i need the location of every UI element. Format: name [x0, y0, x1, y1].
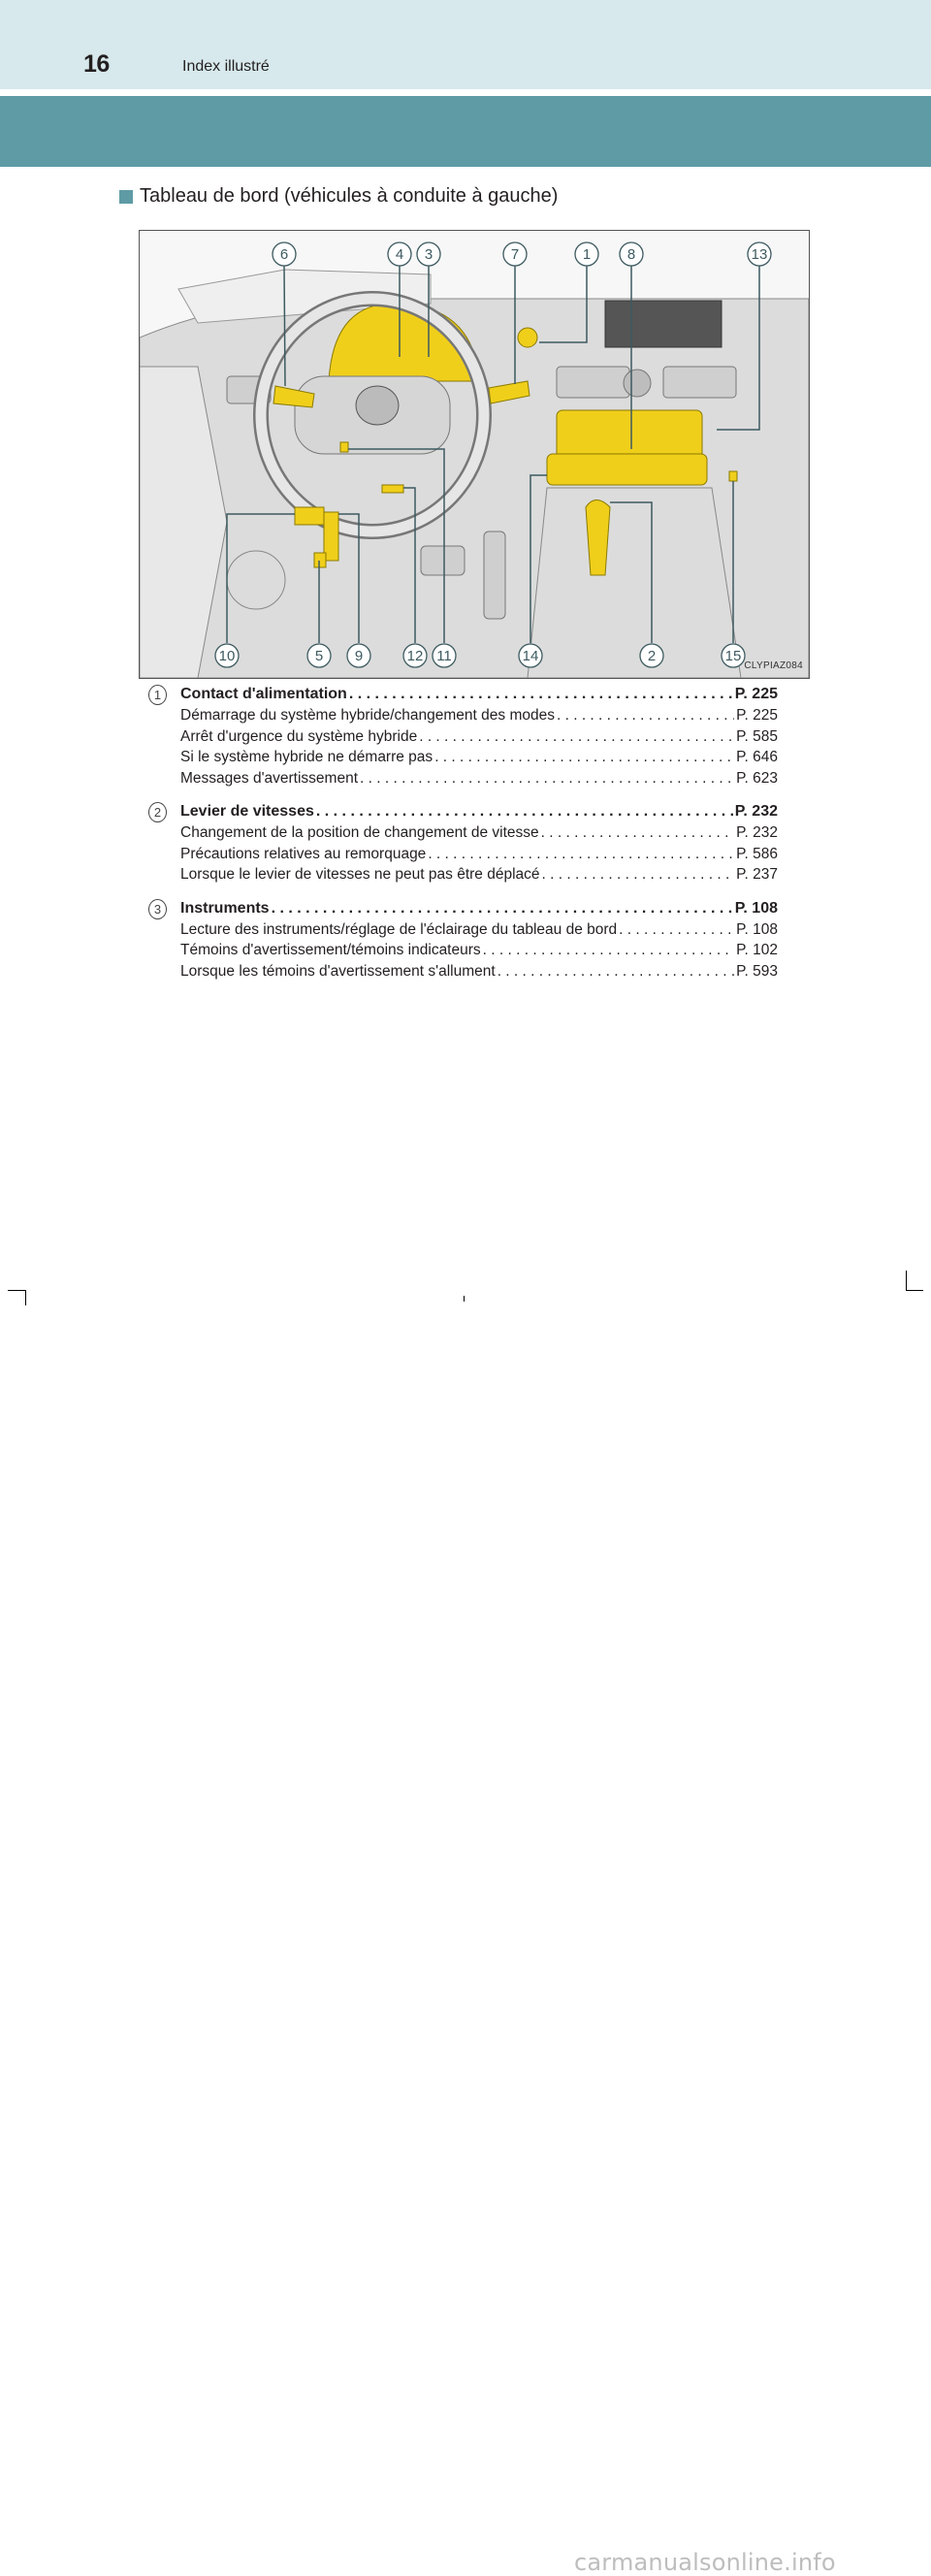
entry-main-row[interactable] — [180, 801, 778, 822]
sub-entry-text: Précautions relatives au remorquage — [180, 845, 427, 862]
sub-entry-page: P. 623 — [736, 769, 778, 787]
leader-dots — [419, 726, 734, 748]
sub-entry-page: P. 225 — [736, 707, 778, 724]
callout-13: 13 — [751, 246, 768, 263]
sub-entry-row[interactable] — [180, 864, 778, 886]
brake-pedal — [421, 546, 465, 575]
sub-entry-text: Lorsque le levier de vitesses ne peut pas être déplacé — [180, 866, 540, 883]
small-switch — [729, 471, 737, 481]
climate-panel — [547, 454, 707, 485]
crop-mark — [464, 1296, 465, 1302]
leader-dots — [557, 705, 734, 726]
sub-entry-text: Lorsque les témoins d'avertissement s'allument — [180, 962, 496, 980]
crop-mark — [906, 1271, 907, 1290]
sub-entry-page: P. 593 — [736, 962, 778, 980]
sub-entry-row[interactable] — [180, 940, 778, 961]
sub-entry-page: P. 237 — [736, 866, 778, 883]
sub-entry-row[interactable] — [180, 822, 778, 844]
sub-entry-row[interactable] — [180, 705, 778, 726]
callout-12: 12 — [406, 648, 424, 664]
leader-dots — [483, 940, 735, 961]
clock — [624, 370, 651, 397]
crop-mark — [25, 1290, 26, 1305]
callout-6: 6 — [279, 246, 289, 263]
leader-dots — [541, 822, 735, 844]
entry-main-row[interactable] — [180, 684, 778, 705]
page-number: 16 — [83, 50, 110, 78]
sub-entry-page: P. 232 — [736, 824, 778, 841]
entry-page: P. 232 — [734, 803, 778, 820]
sub-entry-text: Démarrage du système hybride/changement des modes — [180, 707, 555, 724]
hood-release — [295, 507, 324, 525]
entry — [145, 801, 778, 886]
vent-right — [663, 367, 736, 398]
sub-entry-text: Lecture des instruments/réglage de l'éclairage du tableau de bord — [180, 920, 618, 938]
callout-8: 8 — [626, 246, 636, 263]
leader-dots — [498, 961, 734, 982]
section-title-text: Tableau de bord (véhicules à conduite à gauche) — [140, 185, 559, 207]
page-footer — [0, 1271, 931, 2576]
callout-11: 11 — [436, 648, 452, 664]
callout-2: 2 — [647, 648, 657, 664]
sub-entry-page: P. 585 — [736, 727, 778, 745]
sub-entry-text: Changement de la position de changement de vitesse — [180, 824, 539, 841]
sub-entry-row[interactable] — [180, 768, 778, 789]
entry-title: Contact d'alimentation — [180, 686, 347, 702]
watermark: carmanualsonline.info — [574, 2549, 836, 2576]
sub-entry-text: Messages d'avertissement — [180, 769, 359, 787]
leader-dots — [542, 864, 735, 886]
sub-entry-row[interactable] — [180, 919, 778, 941]
callout-14: 14 — [522, 648, 539, 664]
callout-1: 1 — [582, 246, 592, 263]
leader-dots — [349, 684, 733, 705]
callout-15: 15 — [724, 648, 742, 664]
vent-left — [557, 367, 629, 398]
entry-title: Levier de vitesses — [180, 803, 314, 820]
sub-entry-page: P. 102 — [736, 942, 778, 958]
callout-7: 7 — [510, 246, 520, 263]
sub-entry-text: Arrêt d'urgence du système hybride — [180, 727, 418, 745]
parking-brake — [314, 553, 326, 567]
sub-entry-row[interactable] — [180, 961, 778, 982]
entry — [145, 684, 778, 789]
entry — [145, 898, 778, 982]
section-square-icon — [119, 190, 133, 204]
sub-entry-page: P. 586 — [736, 845, 778, 862]
crop-mark — [906, 1290, 923, 1291]
header-band — [0, 0, 931, 89]
leader-6 — [284, 266, 285, 386]
index-entries — [145, 684, 778, 994]
crop-mark — [8, 1290, 25, 1291]
sub-entry-row[interactable] — [180, 844, 778, 865]
fuel-opener — [382, 485, 403, 493]
entry-page: P. 108 — [734, 899, 778, 917]
dashboard-drawing — [140, 231, 809, 678]
section-title — [119, 185, 558, 208]
figure-code: CLYPIAZ084 — [744, 660, 803, 671]
entry-title: Instruments — [180, 899, 270, 917]
entry-page: P. 225 — [734, 686, 778, 702]
dashboard-illustration — [139, 230, 810, 679]
sub-entry-row[interactable] — [180, 747, 778, 768]
sub-entry-row[interactable] — [180, 726, 778, 748]
callout-4: 4 — [395, 246, 404, 263]
lexus-logo-icon — [356, 386, 399, 425]
entry-number: 3 — [148, 899, 167, 919]
sub-entry-page: P. 108 — [736, 920, 778, 938]
sub-entry-page: P. 646 — [736, 749, 778, 765]
leader-dots — [428, 844, 734, 865]
callout-5: 5 — [314, 648, 324, 664]
teal-band — [0, 96, 931, 167]
leader-dots — [316, 801, 733, 822]
entry-number: 1 — [148, 685, 167, 705]
entry-number: 2 — [148, 802, 167, 822]
accelerator-pedal — [484, 531, 505, 619]
shift-lever — [586, 500, 610, 576]
leader-dots — [360, 768, 734, 789]
control-switch — [340, 442, 348, 452]
sub-entry-text: Témoins d'avertissement/témoins indicateurs — [180, 942, 481, 958]
callout-10: 10 — [218, 648, 236, 664]
running-title: Index illustré — [182, 58, 270, 75]
center-display — [605, 301, 722, 347]
top-callouts — [273, 242, 771, 266]
callout-9: 9 — [354, 648, 364, 664]
power-switch — [518, 328, 537, 347]
entry-main-row[interactable] — [180, 898, 778, 919]
leader-dots — [434, 747, 734, 768]
leader-dots — [619, 919, 734, 941]
callout-3: 3 — [424, 246, 433, 263]
leader-dots — [272, 898, 733, 919]
sub-entry-text: Si le système hybride ne démarre pas — [180, 749, 433, 765]
